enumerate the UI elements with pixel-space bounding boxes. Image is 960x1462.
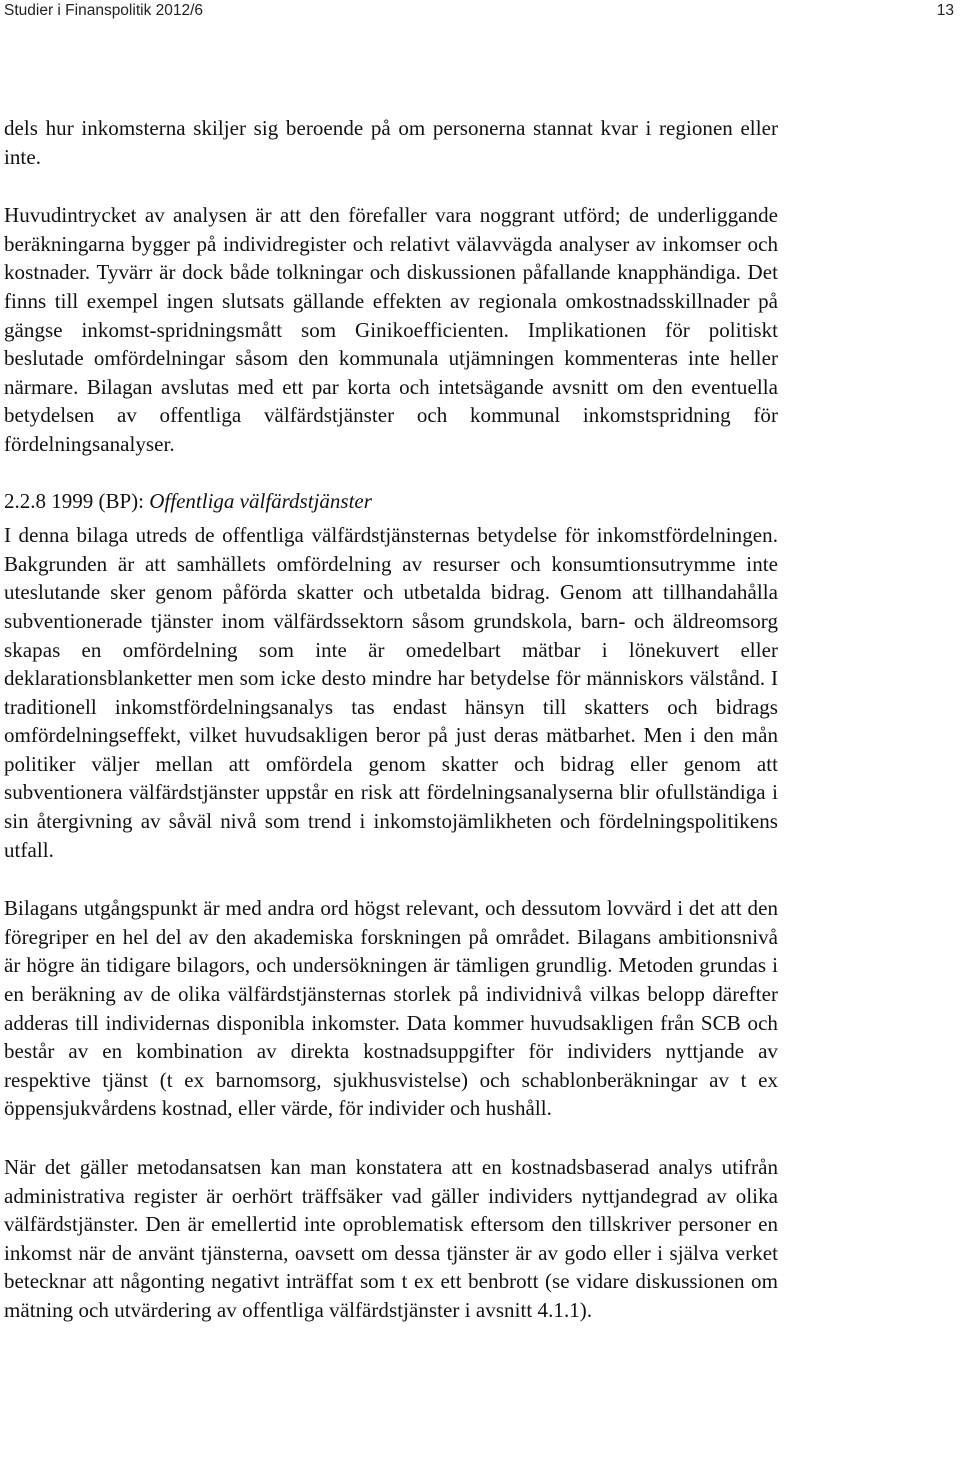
page-number: 13 bbox=[936, 2, 954, 19]
paragraph-continued: dels hur inkomsterna skiljer sig beroende på om personerna stannat kvar i regionen eller inte. bbox=[4, 116, 778, 169]
body-text bbox=[4, 114, 778, 1325]
publication-title: Studier i Finanspolitik 2012/6 bbox=[4, 2, 204, 19]
section-topic: Offentliga välfärdstjänster bbox=[149, 488, 372, 513]
paragraph-assessment: Huvudintrycket av analysen är att den förefaller vara noggrant utförd; de underliggande beräkningarna bygger på individregister och relativt välavvägda analyser av inkomser och kostnader. Tyvärr är dock både tolkningar och diskussionen påfallande knapphändiga. Det finns till exempel ingen slutsats gällande effekten av regionala omkostnadsskillnader på gängse inkomst-spridningsmått som Ginikoefficienten. Implikationen för politiskt beslutade omfördelningar såsom den kommunala utjämningen kommenteras inte heller närmare. Bilagan avslutas med ett par korta och intetsägande avsnitt om den eventuella betydelsen av offentliga välfärdstjänster och kommunal inkomstspridning för fördelningsanalyser. bbox=[4, 203, 778, 456]
section-heading bbox=[4, 487, 778, 516]
section-tag: 1999 (BP): bbox=[51, 488, 145, 513]
paragraph-section-method: Bilagans utgångspunkt är med andra ord högst relevant, och dessutom lovvärd i det att den föregriper en hel del av den akademiska forskningen på området. Bilagans ambitionsnivå är högre än tidigare bilagors, och undersökningen är tämligen grundlig. Metoden grundas i en beräkning av de olika välfärdstjänsternas storlek på individnivå vilkas belopp därefter adderas till individernas disponibla inkomster. Data kommer huvudsakligen från SCB och består av en kombination av direkta kostnadsuppgifter för individers nyttjande av respektive tjänst (t ex barnomsorg, sjukhusvistelse) och schablonberäkningar av t ex öppensjukvårdens kostnad, eller värde, för individer och hushåll. bbox=[4, 896, 778, 1121]
paragraph-section-critique: När det gäller metodansatsen kan man konstatera att en kostnadsbaserad analys utifrån administrativa register är oerhört träffsäker vad gäller individers nyttjandegrad av olika välfärdstjänster. Den är emellertid inte oproblematisk eftersom den tillskriver personer en inkomst när de använt tjänsterna, oavsett om dessa tjänster är av godo eller i själva verket betecknar att någonting negativt inträffat som t ex ett benbrott (se vidare diskussionen om mätning och utvärdering av offentliga välfärdstjänster i avsnitt 4.1.1). bbox=[4, 1155, 778, 1322]
paragraph-section-intro: I denna bilaga utreds de offentliga välfärdstjänsternas betydelse för inkomstfördelningen. Bakgrunden är att samhällets omfördelning av resurser och konsumtionsutrymme inte uteslutande sker genom påförda skatter och utbetalda bidrag. Genom att tillhandahålla subventionerade tjänster inom välfärdssektorn såsom grundskola, barn- och äldreomsorg skapas en omfördelning som inte är omedelbart mätbar i lönekuvert eller deklarationsblanketter men som icke desto mindre har betydelse för människors välstånd. I traditionell inkomstfördelningsanalys tas endast hänsyn till skatters och bidrags omfördelningseffekt, vilket huvudsakligen beror på just deras mätbarhet. Men i den mån politiker väljer mellan att omfördela genom skatter och bidrag eller genom att subventionera välfärdstjänster uppstår en risk att fördelningsanalyserna blir ofullständiga i sin återgivning av såväl nivå som trend i inkomstojämlikheten och fördelningspolitikens utfall. bbox=[4, 523, 778, 862]
section-number: 2.2.8 bbox=[4, 488, 46, 513]
running-header bbox=[4, 0, 954, 22]
